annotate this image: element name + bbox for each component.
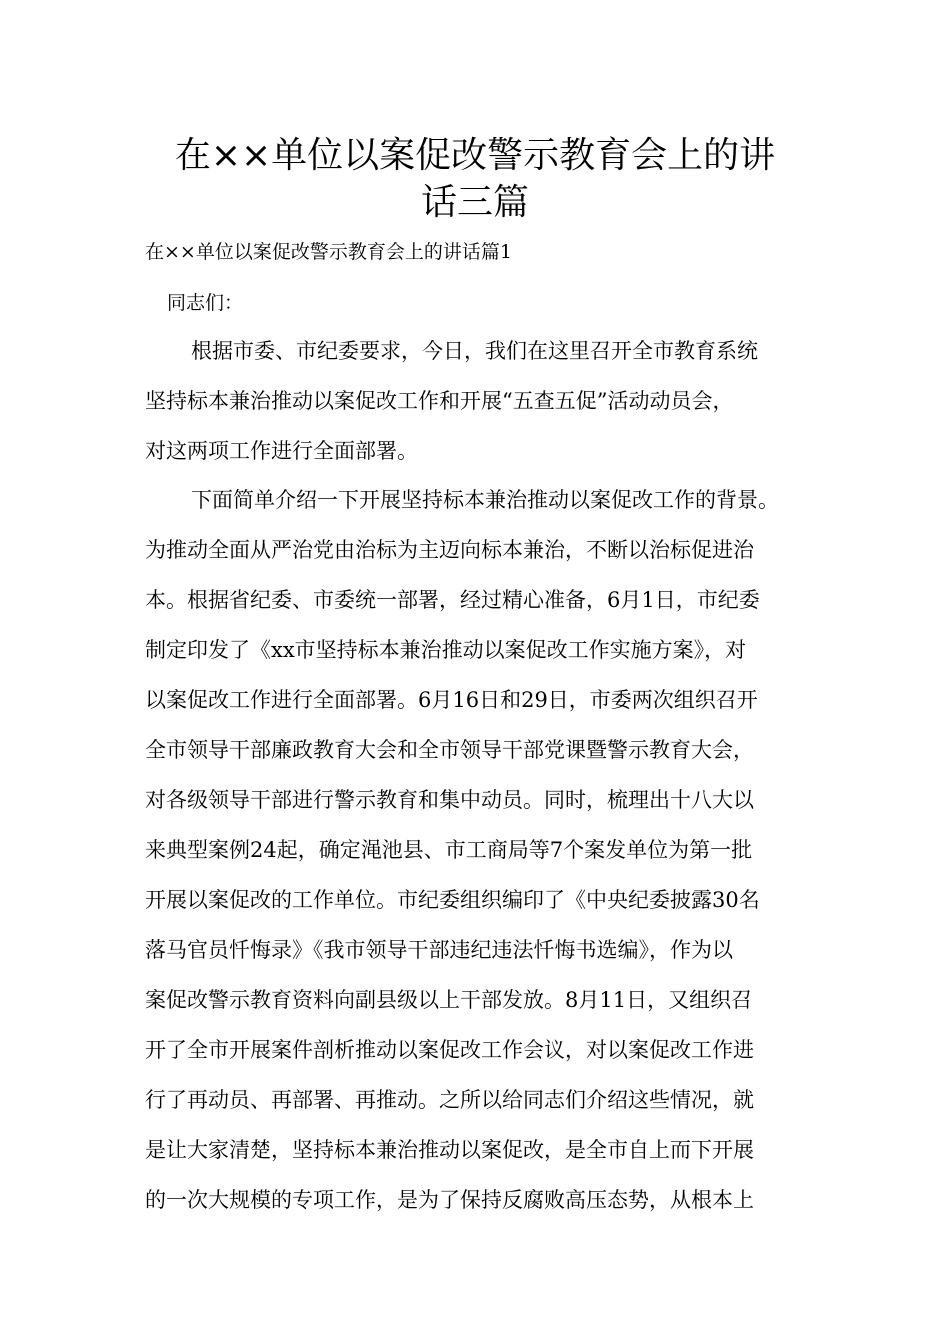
paragraph-line: 的一次大规模的专项工作，是为了保持反腐败高压态势，从根本上 xyxy=(145,1188,754,1212)
paragraph-line: 坚持标本兼治推动以案促改工作和开展“五查五促”活动动员会， xyxy=(145,389,734,413)
paragraph-line: 全市领导干部廉政教育大会和全市领导干部党课暨警示教育大会， xyxy=(145,738,754,762)
body-paragraph-2 xyxy=(145,475,825,1225)
paragraph-line: 案促改警示教育资料向副县级以上干部发放。8月11日，又组织召 xyxy=(145,988,753,1012)
paragraph-line: 对这两项工作进行全面部署。 xyxy=(145,439,418,463)
paragraph-line: 根据市委、市纪委要求，今日，我们在这里召开全市教育系统 xyxy=(191,339,758,363)
paragraph-line: 对各级领导干部进行警示教育和集中动员。同时，梳理出十八大以 xyxy=(145,788,754,812)
salutation: 同志们： xyxy=(167,292,244,314)
paragraph-line: 制定印发了《xx市坚持标本兼治推动以案促改工作实施方案》，对 xyxy=(145,638,747,662)
paragraph-line: 落马官员忏悔录》《我市领导干部违纪违法忏悔书选编》，作为以 xyxy=(145,938,733,962)
paragraph-line: 是让大家清楚，坚持标本兼治推动以案促改，是全市自上而下开展 xyxy=(145,1138,754,1162)
title-line-1: 在××单位以案促改警示教育会上的讲 xyxy=(174,135,776,176)
paragraph-line: 本。根据省纪委、市委统一部署，经过精心准备，6月1日，市纪委 xyxy=(145,588,760,612)
document-title xyxy=(100,132,850,226)
paragraph-line: 来典型案例24起，确定渑池县、市工商局等7个案发单位为第一批 xyxy=(145,838,753,862)
paragraph-line: 下面简单介绍一下开展坚持标本兼治推动以案促改工作的背景。 xyxy=(191,488,779,512)
paragraph-line: 行了再动员、再部署、再推动。之所以给同志们介绍这些情况，就 xyxy=(145,1088,754,1112)
body-paragraph-1 xyxy=(145,326,825,476)
paragraph-line: 开了全市开展案件剖析推动以案促改工作会议，对以案促改工作进 xyxy=(145,1038,754,1062)
paragraph-line: 为推动全面从严治党由治标为主迈向标本兼治，不断以治标促进治 xyxy=(145,538,754,562)
section-heading: 在××单位以案促改警示教育会上的讲话篇1 xyxy=(145,241,512,263)
paragraph-line: 以案促改工作进行全面部署。6月16日和29日，市委两次组织召开 xyxy=(145,688,758,712)
paragraph-line: 开展以案促改的工作单位。市纪委组织编印了《中央纪委披露30名 xyxy=(145,888,760,912)
title-line-2: 话三篇 xyxy=(420,182,529,223)
